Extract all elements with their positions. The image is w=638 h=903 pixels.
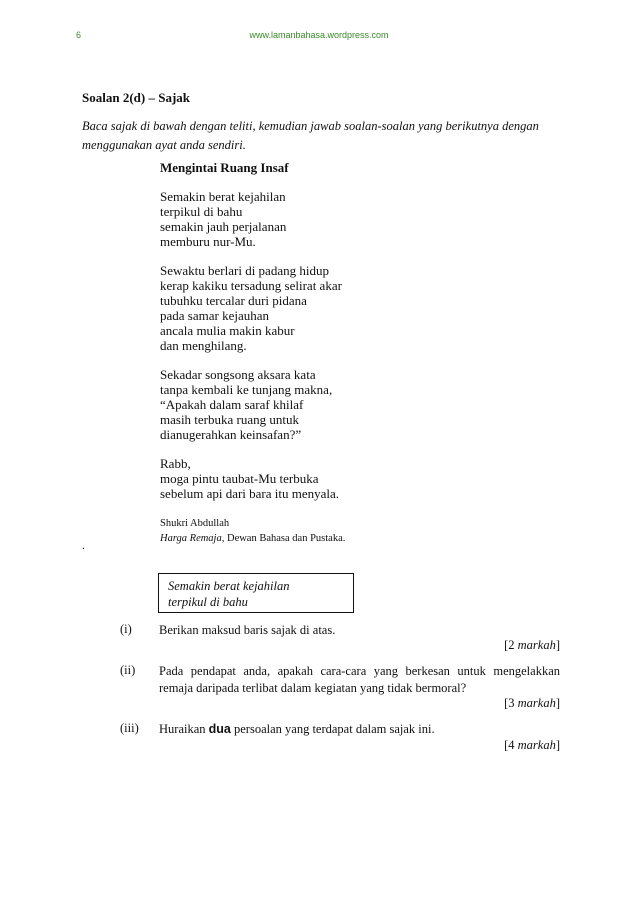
source-title: Harga Remaja: [160, 533, 222, 544]
poem-line: terpikul di bahu: [160, 204, 243, 219]
header-url[interactable]: www.lamanbahasa.wordpress.com: [249, 30, 389, 40]
poem-line: Rabb,: [160, 456, 191, 471]
poem-line: semakin jauh perjalanan: [160, 219, 287, 234]
poem-stanza: [160, 456, 342, 501]
poem-line: tubuhku tercalar duri pidana: [160, 293, 307, 308]
poem-line: dan menghilang.: [160, 338, 247, 353]
question-text: Berikan maksud baris sajak di atas.: [159, 623, 336, 637]
poem-line: Sewaktu berlari di padang hidup: [160, 263, 329, 278]
marks-number: 3: [508, 696, 515, 710]
question-text-part: Huraikan: [159, 722, 209, 736]
poem-stanza: [160, 263, 342, 353]
question-number: (ii): [120, 663, 136, 677]
instruction-text: Baca sajak di bawah dengan teliti, kemudian jawab soalan-soalan yang berikutnya dengan menggunakan ayat anda sendiri.: [82, 119, 539, 152]
poem-source: [160, 531, 345, 546]
poem-line: Sekadar songsong aksara kata: [160, 367, 316, 382]
question-number: (i): [120, 622, 132, 636]
poem-line: tanpa kembali ke tunjang makna,: [160, 382, 333, 397]
poem-body: [160, 189, 342, 501]
marks-word: markah: [517, 738, 556, 752]
poem-title: Mengintai Ruang Insaf: [160, 160, 289, 175]
question-number: (iii): [120, 721, 139, 735]
poem-line: Semakin berat kejahilan: [160, 189, 286, 204]
poem-stanza: [160, 189, 342, 249]
marks-number: 2: [508, 638, 515, 652]
source-publisher: , Dewan Bahasa dan Pustaka.: [221, 533, 346, 544]
marks-label: [2 markah]: [504, 638, 560, 652]
poem-line: ancala mulia makin kabur: [160, 323, 295, 338]
quote-line: Semakin berat kejahilan: [168, 579, 290, 593]
page-number: 6: [76, 30, 82, 40]
question-title: Soalan 2(d) – Sajak: [82, 90, 190, 105]
marks-number: 4: [508, 738, 515, 752]
question-emphasis: dua: [208, 722, 231, 736]
poem-line: sebelum api dari bara itu menyala.: [160, 486, 340, 501]
poem-stanza: [160, 367, 342, 442]
question-text: Pada pendapat anda, apakah cara-cara yang berkesan untuk mengelakkan remaja daripada terlibat dalam kegiatan yang tidak bermoral?: [159, 664, 560, 695]
poem-author: Shukri Abdullah: [160, 518, 230, 529]
marks-label: [3 markah]: [504, 696, 560, 710]
marks-word: markah: [517, 638, 556, 652]
poem-line: dianugerahkan keinsafan?”: [160, 427, 302, 442]
poem-line: moga pintu taubat-Mu terbuka: [160, 471, 319, 486]
marks-word: markah: [517, 696, 556, 710]
stray-mark: .: [82, 538, 85, 552]
poem-line: pada samar kejauhan: [160, 308, 270, 323]
question-text-part: persoalan yang terdapat dalam sajak ini.: [230, 722, 435, 736]
poem: [160, 160, 342, 515]
quote-line: terpikul di bahu: [168, 595, 248, 609]
marks-label: [4 markah]: [504, 738, 560, 752]
quote-box: [158, 573, 354, 613]
question-text: [159, 721, 560, 738]
poem-line: “Apakah dalam saraf khilaf: [160, 397, 304, 412]
poem-line: memburu nur-Mu.: [160, 234, 256, 249]
poem-line: kerap kakiku tersadung selirat akar: [160, 278, 342, 293]
poem-line: masih terbuka ruang untuk: [160, 412, 299, 427]
poem-citation: [160, 516, 345, 546]
